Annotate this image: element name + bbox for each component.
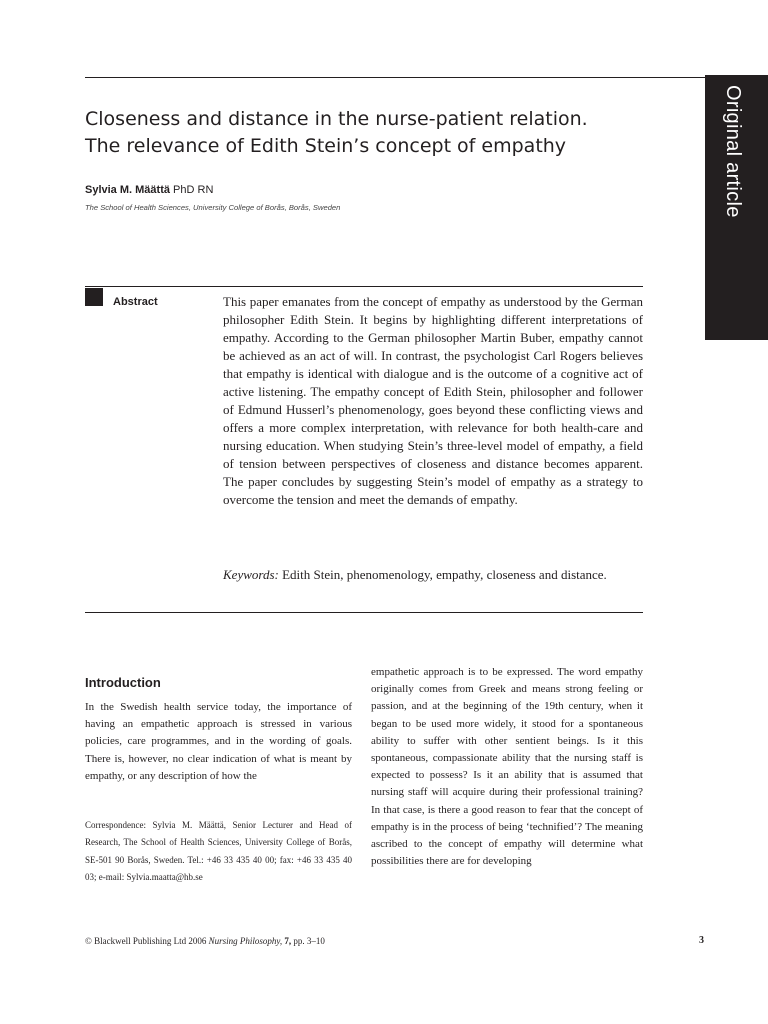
- abstract-label: Abstract: [113, 296, 158, 308]
- footer-pages: pp. 3–10: [293, 936, 325, 946]
- abstract-marker-square: [85, 288, 103, 306]
- top-rule: [85, 77, 705, 78]
- page-number: 3: [699, 935, 704, 946]
- article-title-line-1: Closeness and distance in the nurse-patient relation.: [85, 108, 588, 130]
- author-credentials: PhD RN: [173, 184, 214, 196]
- article-type-tab: [705, 75, 768, 340]
- article-type-label: Original article: [722, 85, 744, 218]
- author-line: [85, 184, 213, 196]
- footer-copyright: © Blackwell Publishing Ltd 2006: [85, 936, 207, 946]
- author-name: Sylvia M. Määttä: [85, 184, 170, 196]
- introduction-paragraph: In the Swedish health service today, the importance of having an empathetic approach is stressed in various policies, care programmes, and in the wording of goals. There is, however, no clear indication of what is meant by empathy, or any description of how the: [85, 701, 352, 782]
- article-title: [85, 106, 685, 160]
- abstract-bottom-rule: [85, 612, 643, 613]
- introduction-heading: Introduction: [85, 675, 161, 690]
- footer-citation: [85, 936, 325, 946]
- correspondence-note: Correspondence: Sylvia M. Määttä, Senior Lecturer and Head of Research, The School of Health Sciences, University College of Borås, SE-501 90 Borås, Sweden. Tel.: +46 33 435 40 00; fax: +46 33 435 40 03; e-mail: Sylvia.maatta@hb.se: [85, 820, 352, 883]
- keywords-list: Edith Stein, phenomenology, empathy, closeness and distance.: [282, 567, 607, 582]
- footer-volume: 7,: [284, 936, 292, 946]
- keywords: [223, 566, 643, 584]
- introduction-continuation: empathetic approach is to be expressed. The word empathy originally comes from Greek and means strong feeling or passion, and at the beginning of the 19th century, when it began to be used more widely, it stood for a spontaneous ability to suffer with other sentient beings. Is it this spontaneous, compassionate ability that the nursing staff is expected to possess? Is it an ability that is assumed that nursing staff will acquire during their professional training? In that case, is there a good reason to fear that the concept of empathy is in the process of being ‘technified’? The meaning ascribed to the concept of empathy will determine what possibilities there are for developing: [371, 666, 643, 868]
- footer-journal: Nursing Philosophy,: [208, 936, 283, 946]
- abstract-text: This paper emanates from the concept of empathy as understood by the German philosopher Edith Stein. It begins by highlighting different interpretations of empathy. According to the German philosopher Martin Buber, empathy cannot be achieved as an act of will. In contrast, the psychologist Carl Rogers believes that empathy is identical with dialogue and is the outcome of a cognitive act of active listening. The empathy concept of Edith Stein, philosopher and follower of Edmund Husserl’s phenomenology, goes beyond these conflicting views and offers a more complex interpretation, with relevance for both health-care and nursing education. When studying Stein’s three-level model of empathy, a field of tension between perspectives of closeness and distance becomes apparent. The paper concludes by suggesting Stein’s model of empathy as a strategy to overcome the tension and meet the demands of empathy.: [223, 294, 643, 507]
- article-title-line-2: The relevance of Edith Stein’s concept of empathy: [85, 135, 567, 157]
- abstract-top-rule: [85, 286, 643, 287]
- author-affiliation: The School of Health Sciences, University College of Borås, Borås, Sweden: [85, 203, 341, 212]
- keywords-label: Keywords:: [223, 567, 279, 582]
